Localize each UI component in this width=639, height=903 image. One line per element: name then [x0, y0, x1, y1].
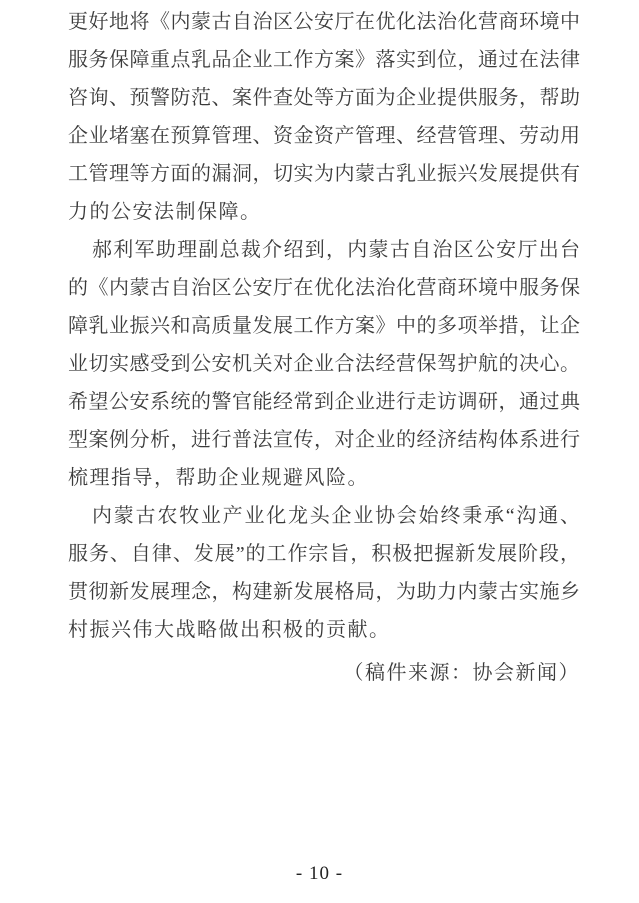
text-line: 更好地将《内蒙古自治区公安厅在优化法治化营商环境中: [68, 11, 580, 33]
text-line: 工管理等方面的漏洞，切实为内蒙古乳业振兴发展提供有: [68, 163, 580, 185]
text-line: 贯彻新发展理念，构建新发展格局，为助力内蒙古实施乡: [68, 581, 580, 603]
text-line: 服务、自律、发展”的工作宗旨，积极把握新发展阶段，: [68, 543, 580, 565]
text-line: 的《内蒙古自治区公安厅在优化法治化营商环境中服务保: [68, 277, 580, 299]
text-line: 咨询、预警防范、案件查处等方面为企业提供服务，帮助: [68, 87, 580, 109]
text-line: 企业堵塞在预算管理、资金资产管理、经营管理、劳动用: [68, 125, 580, 147]
source-attribution: （稿件来源：协会新闻）: [343, 662, 580, 684]
text-line: 障乳业振兴和高质量发展工作方案》中的多项举措，让企: [68, 315, 580, 337]
page-footer: [0, 863, 639, 885]
text-line: 业切实感受到公安机关对企业合法经营保驾护航的决心。: [68, 353, 580, 375]
text-line: 郝利军助理副总裁介绍到，内蒙古自治区公安厅出台: [92, 239, 580, 261]
text-line: 希望公安系统的警官能经常到企业进行走访调研，通过典: [68, 391, 580, 413]
text-line: 梳理指导，帮助企业规避风险。: [68, 467, 369, 489]
paragraph: [68, 497, 580, 649]
document-body: [68, 3, 580, 692]
text-line: 内蒙古农牧业产业化龙头企业协会始终秉承“沟通、: [92, 505, 580, 527]
text-line: 型案例分析，进行普法宣传，对企业的经济结构体系进行: [68, 429, 580, 451]
text-line: 村振兴伟大战略做出积极的贡献。: [68, 619, 391, 641]
paragraph: [68, 231, 580, 497]
paragraph: [68, 3, 580, 231]
text-line: 力的公安法制保障。: [68, 201, 262, 223]
page-number: - 10 -: [295, 863, 344, 884]
text-line: 服务保障重点乳品企业工作方案》落实到位，通过在法律: [68, 49, 580, 71]
